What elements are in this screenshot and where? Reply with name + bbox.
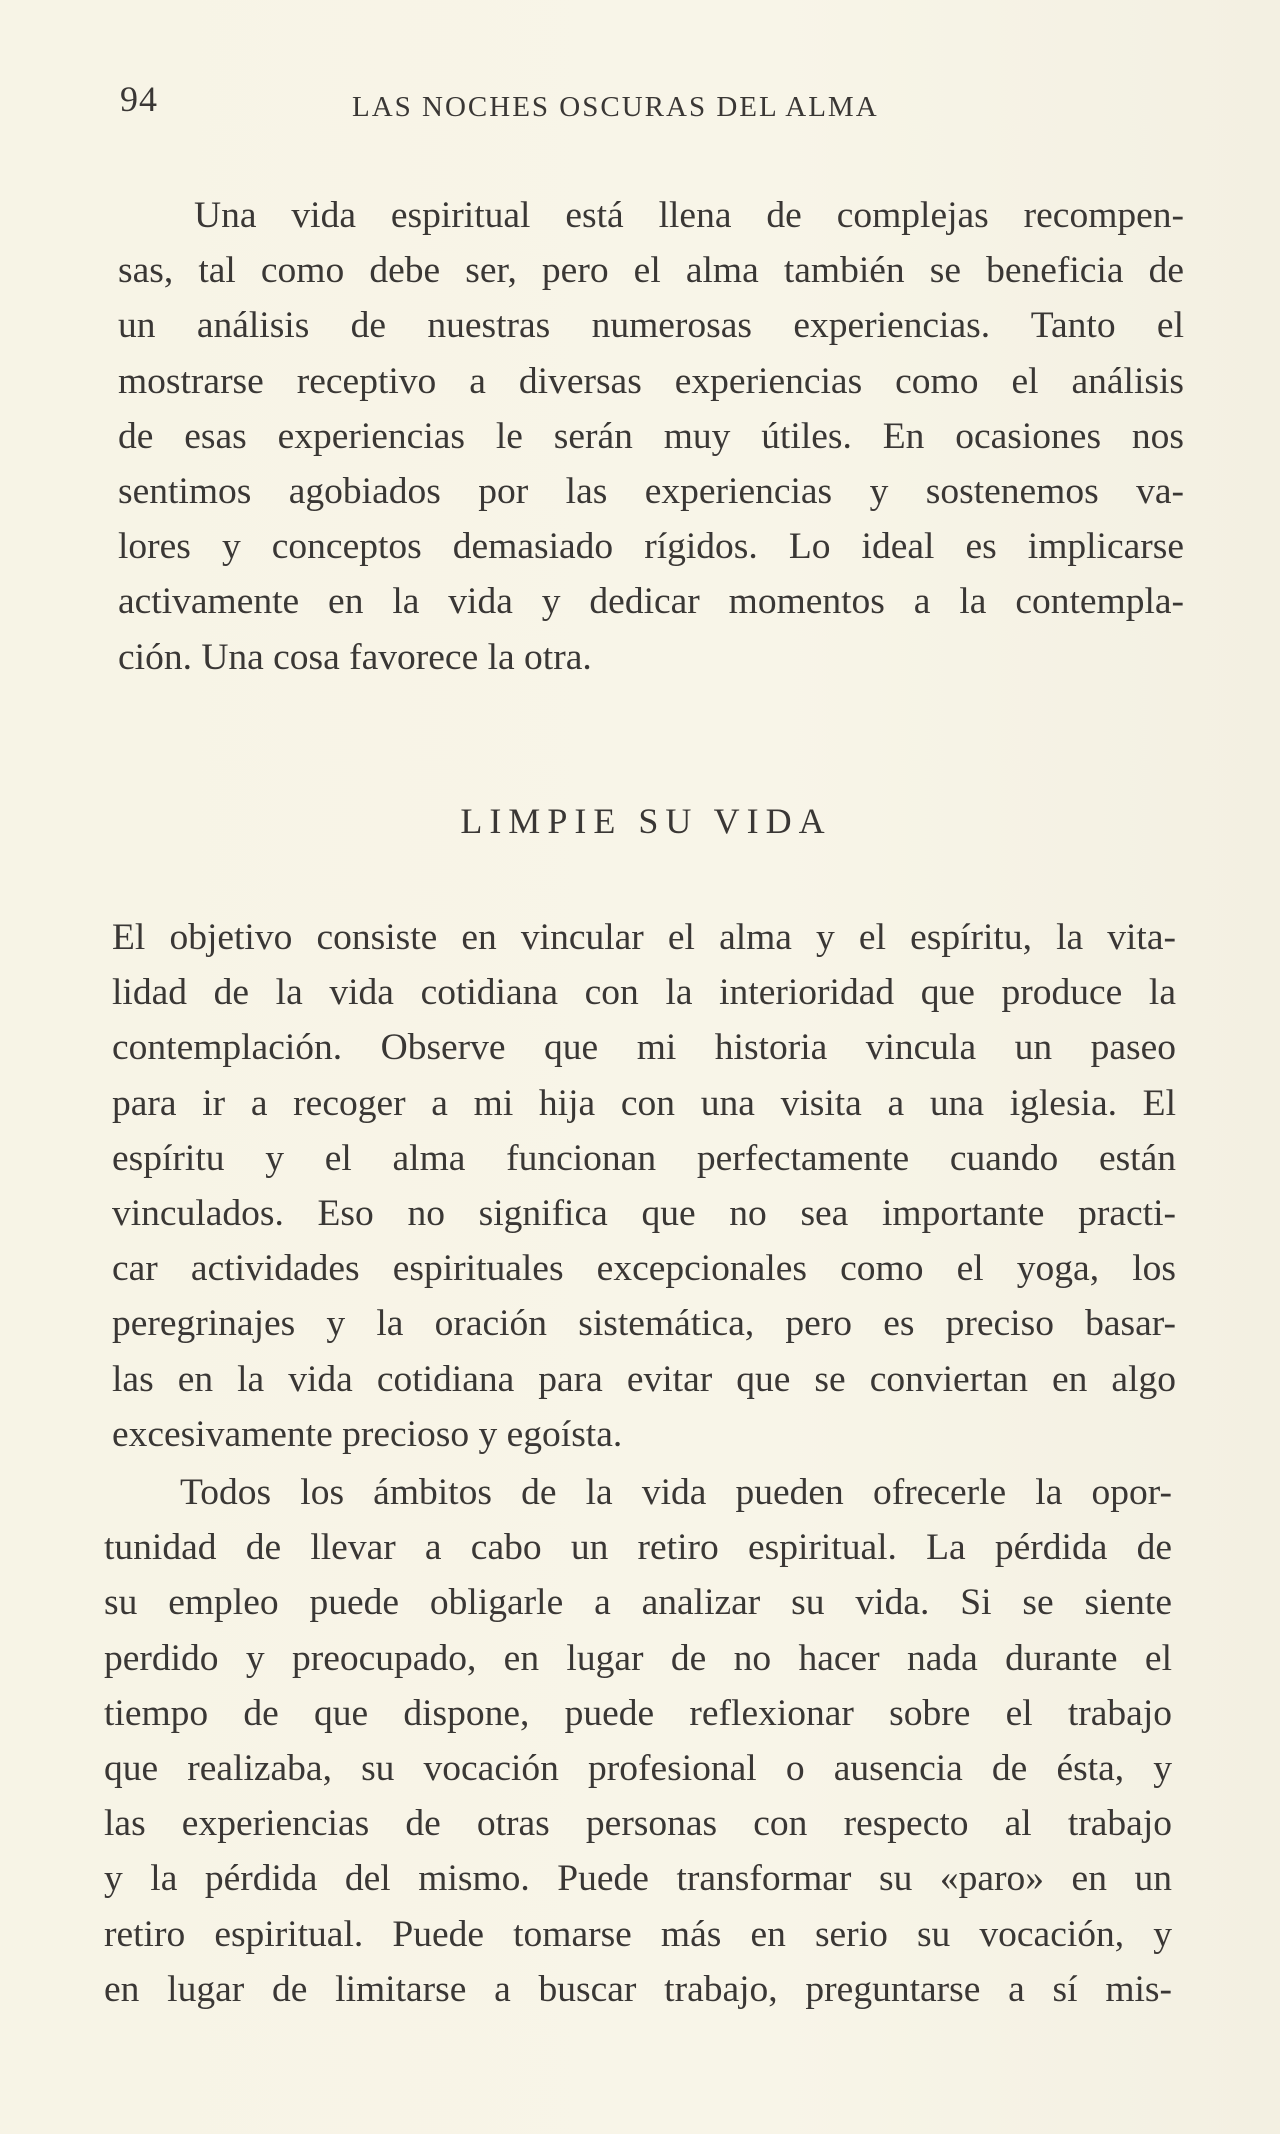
paragraph-line: lores y conceptos demasiado rígidos. Lo ideal es implicarse bbox=[118, 526, 1184, 568]
paragraph-3 bbox=[104, 1465, 1172, 2017]
paragraph-line: un análisis de nuestras numerosas experiencias. Tanto el bbox=[118, 305, 1184, 347]
running-title: LAS NOCHES OSCURAS DEL ALMA bbox=[352, 91, 879, 123]
paragraph-line: tunidad de llevar a cabo un retiro espiritual. La pérdida de bbox=[104, 1527, 1172, 1569]
paragraph-line: lidad de la vida cotidiana con la interioridad que produce la bbox=[112, 972, 1176, 1014]
paragraph-line: para ir a recoger a mi hija con una visita a una iglesia. El bbox=[112, 1082, 1176, 1124]
paragraph-line: sentimos agobiados por las experiencias y sostenemos va- bbox=[118, 470, 1184, 512]
paragraph-line: Una vida espiritual está llena de complejas recompen- bbox=[194, 195, 1184, 236]
section-heading: LIMPIE SU VIDA bbox=[460, 801, 832, 841]
paragraph-line: tiempo de que dispone, puede reflexionar sobre el trabajo bbox=[104, 1692, 1172, 1734]
paragraph-line: perdido y preocupado, en lugar de no hacer nada durante el bbox=[104, 1637, 1172, 1679]
page-number: 94 bbox=[120, 79, 158, 119]
paragraph-line: las experiencias de otras personas con respecto al trabajo bbox=[104, 1803, 1172, 1845]
paragraph-line: Todos los ámbitos de la vida pueden ofrecerle la opor- bbox=[180, 1472, 1172, 1513]
paragraph-line: El objetivo consiste en vincular el alma y el espíritu, la vita- bbox=[112, 917, 1176, 958]
paragraph-1 bbox=[118, 188, 1184, 685]
paragraph-line: las en la vida cotidiana para evitar que se conviertan en algo bbox=[112, 1358, 1176, 1400]
paragraph-line: espíritu y el alma funcionan perfectamente cuando están bbox=[112, 1137, 1176, 1179]
page-header bbox=[120, 78, 1180, 128]
paragraph-line: excesivamente precioso y egoísta. bbox=[112, 1413, 623, 1455]
paragraph-line: que realizaba, su vocación profesional o ausencia de ésta, y bbox=[104, 1747, 1172, 1789]
paragraph-line: sas, tal como debe ser, pero el alma también se beneficia de bbox=[118, 250, 1184, 292]
paragraph-line: ción. Una cosa favorece la otra. bbox=[118, 636, 592, 678]
paragraph-line: vinculados. Eso no significa que no sea importante practi- bbox=[112, 1192, 1176, 1234]
paragraph-line: de esas experiencias le serán muy útiles. En ocasiones nos bbox=[118, 415, 1184, 457]
paragraph-line: y la pérdida del mismo. Puede transformar su «paro» en un bbox=[104, 1858, 1172, 1900]
paragraph-2 bbox=[112, 910, 1176, 1462]
paragraph-line: su empleo puede obligarle a analizar su vida. Si se siente bbox=[104, 1582, 1172, 1624]
paragraph-line: retiro espiritual. Puede tomarse más en serio su vocación, y bbox=[104, 1913, 1172, 1955]
paragraph-line: en lugar de limitarse a buscar trabajo, preguntarse a sí mis- bbox=[104, 1968, 1172, 2010]
paragraph-line: contemplación. Observe que mi historia vincula un paseo bbox=[112, 1027, 1176, 1069]
paragraph-line: mostrarse receptivo a diversas experiencias como el análisis bbox=[118, 360, 1184, 402]
paragraph-line: activamente en la vida y dedicar momentos a la contempla- bbox=[118, 581, 1184, 623]
paragraph-line: car actividades espirituales excepcionales como el yoga, los bbox=[112, 1248, 1176, 1290]
paragraph-line: peregrinajes y la oración sistemática, pero es preciso basar- bbox=[112, 1303, 1176, 1345]
